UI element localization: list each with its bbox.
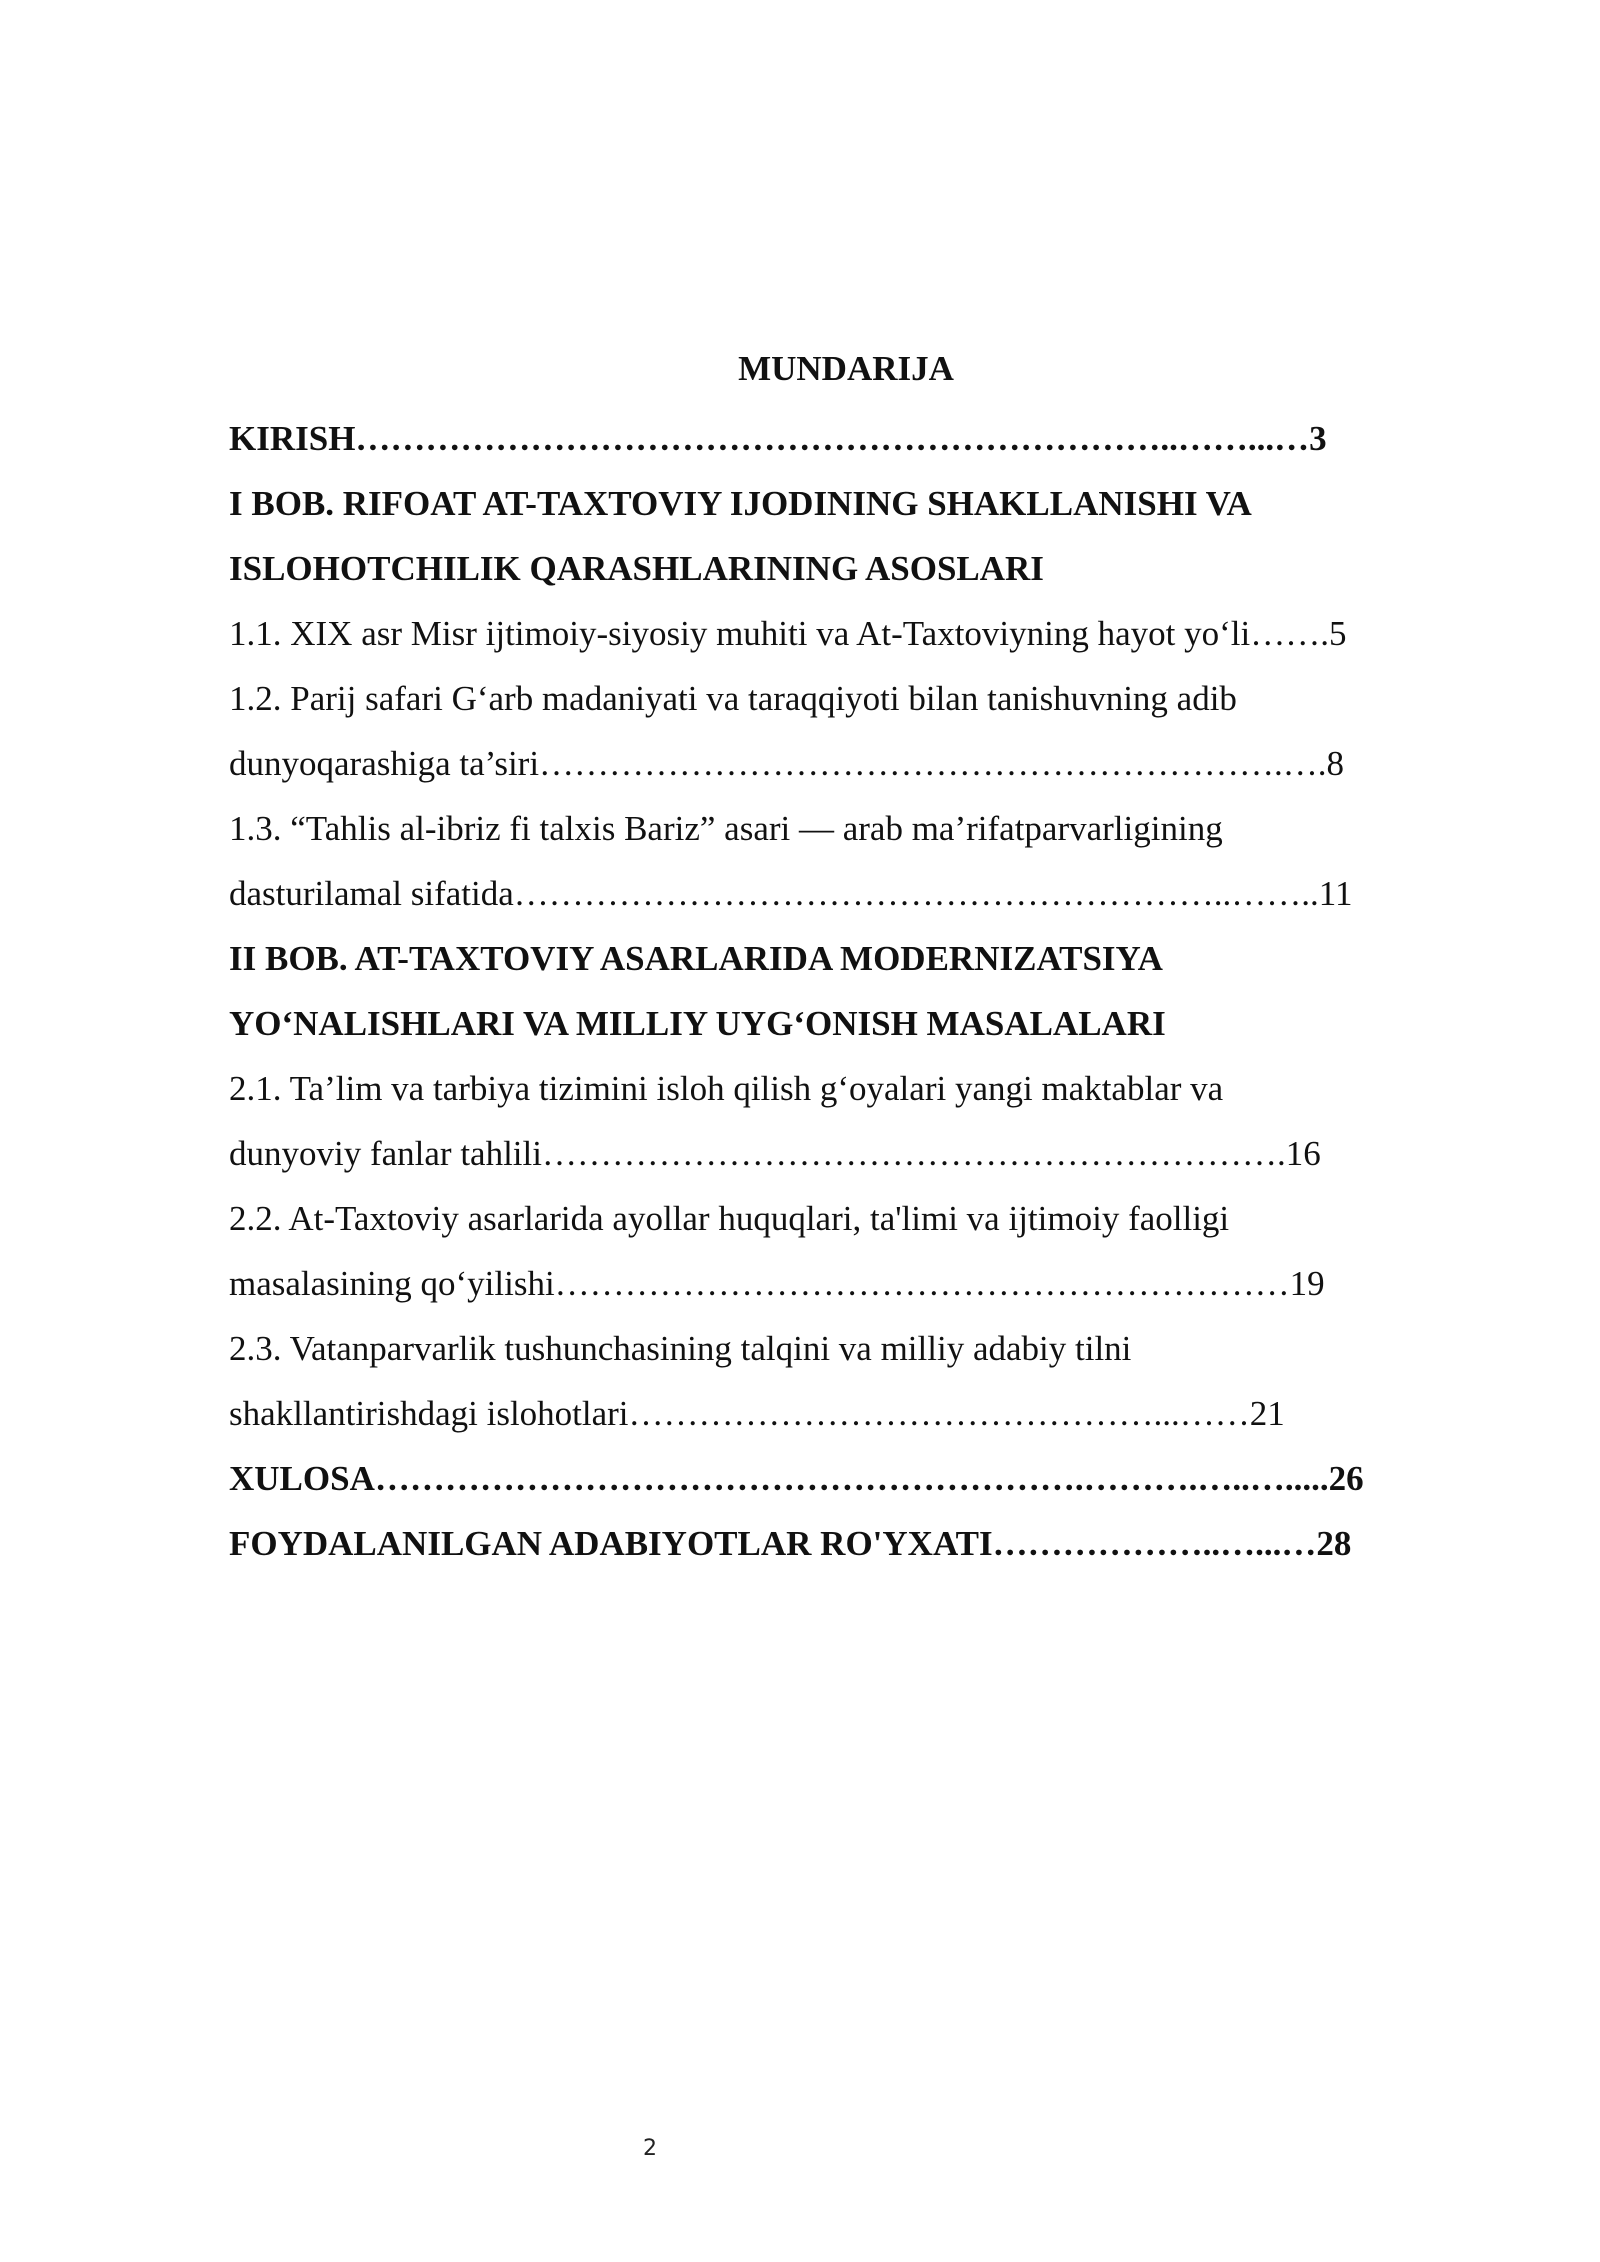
- toc-entry-2-1-line-2: dunyoviy fanlar tahlili……………………………………………………….16: [229, 1134, 1321, 1173]
- toc-entry-1-1: 1.1. XIX asr Misr ijtimoiy-siyosiy muhiti va At-Taxtoviyning hayot yo‘li…….5: [229, 614, 1347, 653]
- toc-entry-introduction: KIRISH……………………………………………………………..……...…3: [229, 419, 1327, 458]
- toc-chapter-1-heading-line-1: I BOB. RIFOAT AT-TAXTOVIY IJODINING SHAKLLANISHI VA: [229, 484, 1252, 523]
- page-number: 2: [643, 2136, 657, 2161]
- toc-entry-1-2-line-1: 1.2. Parij safari G‘arb madaniyati va taraqqiyoti bilan tanishuvning adib: [229, 679, 1237, 718]
- toc-entry-2-2-line-2: masalasining qo‘yilishi………………………………………………………19: [229, 1264, 1325, 1303]
- toc-chapter-2-heading-line-2: YO‘NALISHLARI VA MILLIY UYG‘ONISH MASALALARI: [229, 1004, 1166, 1043]
- toc-entry-1-3-line-2: dasturilamal sifatida……………………………………………………..……..11: [229, 874, 1353, 913]
- toc-chapter-1-heading-line-2: ISLOHOTCHILIK QARASHLARINING ASOSLARI: [229, 549, 1044, 588]
- toc-title: MUNDARIJA: [738, 349, 954, 388]
- toc-entry-references: FOYDALANILGAN ADABIYOTLAR RO'YXATI………………..…...…28: [229, 1524, 1352, 1563]
- toc-entry-1-2-line-2: dunyoqarashiga ta’siri……………………………………………………….….8: [229, 744, 1345, 783]
- toc-chapter-2-heading-line-1: II BOB. AT-TAXTOVIY ASARLARIDA MODERNIZATSIYA: [229, 939, 1163, 978]
- toc-entry-conclusion: XULOSA…………………………………………………….……….…..….....26: [229, 1459, 1364, 1498]
- toc-entry-2-2-line-1: 2.2. At-Taxtoviy asarlarida ayollar huquqlari, ta'limi va ijtimoiy faolligi: [229, 1199, 1230, 1238]
- toc-entry-2-3-line-2: shakllantirishdagi islohotlari………………………………………...……21: [229, 1394, 1285, 1433]
- toc-entry-2-1-line-1: 2.1. Ta’lim va tarbiya tizimini isloh qilish g‘oyalari yangi maktablar va: [229, 1069, 1224, 1108]
- toc-entry-1-3-line-1: 1.3. “Tahlis al-ibriz fi talxis Bariz” asari — arab ma’rifatparvarligining: [229, 809, 1223, 848]
- table-of-contents: [229, 342, 1447, 1576]
- toc-entry-2-3-line-1: 2.3. Vatanparvarlik tushunchasining talqini va milliy adabiy tilni: [229, 1329, 1132, 1368]
